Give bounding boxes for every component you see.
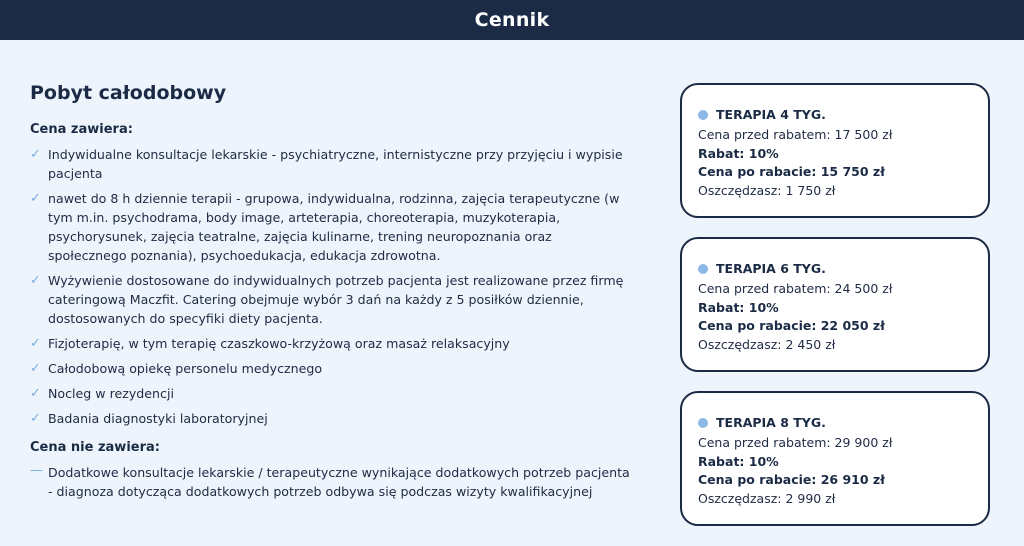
savings: Oszczędzasz: 2 990 zł [698, 490, 836, 506]
list-item-text: Fizjoterapię, w tym terapię czaszkowo-krzyżową oraz masaż relaksacyjny [48, 336, 510, 351]
dot-icon [698, 418, 708, 428]
price-before-discount: Cena przed rabatem: 29 900 zł [698, 435, 893, 450]
discount: Rabat: 10% [698, 453, 779, 469]
list-item-text: Nocleg w rezydencji [48, 386, 174, 401]
discount: Rabat: 10% [698, 299, 779, 315]
list-item-text: Wyżywienie dostosowane do indywidualnych potrzeb pacjenta jest realizowane przez firmę cateringową Maczfit. Catering obejmuje wybór 3 dań na każdy z 5 posiłków dziennie, dostosowanych do specyfiki diety pacjenta. [48, 273, 624, 326]
page-header [0, 0, 1024, 40]
check-icon: ✓ [30, 361, 41, 376]
stay-details [30, 82, 630, 513]
dot-icon [698, 110, 708, 120]
price-after-discount: Cena po rabacie: 26 910 zł [698, 472, 885, 487]
price-cards [680, 83, 990, 545]
card-title: TERAPIA 8 TYG. [716, 415, 826, 430]
list-item [30, 409, 630, 428]
discount: Rabat: 10% [698, 145, 779, 161]
check-icon: ✓ [30, 273, 41, 288]
list-item-text: Dodatkowe konsultacje lekarskie / terapeutyczne wynikające dodatkowych potrzeb pacjenta - diagnoza dotycząca dodatkowych potrzeb odbywa się podczas wizyty kwalifikacyjnej [48, 465, 630, 499]
list-item [30, 334, 630, 353]
excludes-list [30, 463, 630, 501]
price-card-8-weeks [680, 391, 990, 526]
list-item-text: nawet do 8 h dziennie terapii - grupowa, indywidualna, rodzinna, zajęcia terapeutyczne (w tym m.in. psychodrama, body image, arteterapia, choreoterapia, muzykoterapia, psychorysunek, zajęcia teatralne, zajęcia kulinarne, trening neuropoznania oraz społecznego poznania), psychoedukacja, edukacja zdrowotna. [48, 191, 620, 263]
list-item [30, 384, 630, 403]
savings: Oszczędzasz: 1 750 zł [698, 182, 836, 198]
excludes-label: Cena nie zawiera: [30, 440, 160, 455]
price-after-discount: Cena po rabacie: 22 050 zł [698, 318, 885, 333]
price-card-4-weeks [680, 83, 990, 218]
list-item-text: Badania diagnostyki laboratoryjnej [48, 411, 268, 426]
price-card-6-weeks [680, 237, 990, 372]
card-title: TERAPIA 6 TYG. [716, 261, 826, 276]
includes-label: Cena zawiera: [30, 122, 133, 137]
check-icon: ✓ [30, 336, 41, 351]
check-icon: ✓ [30, 147, 41, 162]
price-before-discount: Cena przed rabatem: 24 500 zł [698, 281, 893, 296]
card-title: TERAPIA 4 TYG. [716, 107, 826, 122]
pricing-section [0, 40, 1024, 546]
list-item [30, 189, 630, 265]
check-icon: ✓ [30, 386, 41, 401]
check-icon: ✓ [30, 191, 41, 206]
list-item-text: Całodobową opiekę personelu medycznego [48, 361, 323, 376]
price-after-discount: Cena po rabacie: 15 750 zł [698, 164, 885, 179]
price-before-discount: Cena przed rabatem: 17 500 zł [698, 127, 893, 142]
section-title: Pobyt całodobowy [30, 82, 227, 104]
check-icon: ✓ [30, 411, 41, 426]
page-title: Cennik [474, 9, 550, 31]
list-item [30, 359, 630, 378]
savings: Oszczędzasz: 2 450 zł [698, 336, 836, 352]
includes-list [30, 145, 630, 428]
list-item [30, 271, 630, 328]
dash-icon: — [30, 463, 43, 478]
list-item [30, 463, 630, 501]
dot-icon [698, 264, 708, 274]
list-item [30, 145, 630, 183]
list-item-text: Indywidualne konsultacje lekarskie - psychiatryczne, internistyczne przy przyjęciu i wypisie pacjenta [48, 147, 623, 181]
